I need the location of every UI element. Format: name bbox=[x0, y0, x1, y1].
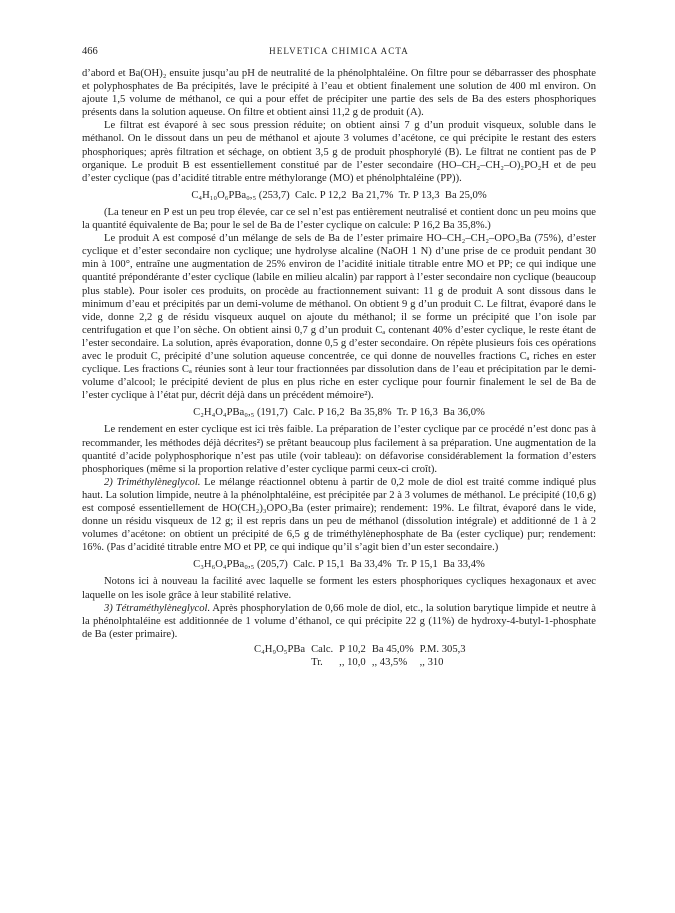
formula-2: C₂H₄O₄PBa₀,₅ (191,7) Calc. P 16,2 Ba 35,8% Tr. P 16,3 Ba 36,0% bbox=[193, 407, 485, 419]
table-cell: Calc. bbox=[311, 643, 334, 655]
paragraph-8-text: Après phosphorylation de 0,66 mole de diol, etc., la solution barytique limpide et neutre à la phénolphtaléine est additionnée de 1 volume d’éthanol, ce qui précipite 22 g (11%) de hydroxy-4-butyl-1-phosphate de Ba (ester primaire). bbox=[82, 602, 596, 640]
table-row bbox=[254, 643, 472, 656]
paragraph-5: Le rendement en ester cyclique est ici très faible. La préparation de l’ester cyclique par ce procédé n’est donc pas à recommander, les méthodes déjà décrites²) se prêtant beaucoup plus facilement à sa préparation. Une augmentation de la quantité d’acide polyphosphorique n’est pas utile (voir tableau): on défavorise considérablement la formation d’esters phosphoriques (même si la proportion relative d’ester cyclique parmi ceux-ci croît). bbox=[82, 424, 596, 475]
paragraph-6-text: Le mélange réactionnel obtenu à partir de 0,2 mole de diol est traité comme indiqué plus haut. La solution limpide, neutre à la phénolphtaléine, est précipitée par 2 à 3 volumes de méthanol. Le précipité (10,6 g) est composé essentiellement de HO(CH₂)₃OPO₃Ba (ester primaire); rendement: 19%. Le filtrat, évaporé dans le vide, donne un résidu visqueux de 12 g; il est repris dans un peu de méthanol (dissolution intégrale) et additionné de 1 à 2 volumes d’acétone: on obtient un précipité de 6,5 g de triméthylènephosphate de Ba (ester cyclique) pur; rendement: 16%. (Pas d’acidité titrable entre MO et PP, ce qui indique qu’il s’agit bien d’un ester secondaire.) bbox=[82, 476, 596, 554]
formula-1: C₄H₁₀O₆PBa₀,₅ (253,7) Calc. P 12,2 Ba 21,7% Tr. P 13,3 Ba 25,0% bbox=[191, 189, 487, 201]
journal-title: HELVETICA CHIMICA ACTA bbox=[269, 46, 409, 56]
page-number: 466 bbox=[82, 46, 98, 57]
table-cell: Tr. bbox=[311, 656, 323, 668]
formula-3: C₃H₆O₄PBa₀,₅ (205,7) Calc. P 15,1 Ba 33,4% Tr. P 15,1 Ba 33,4% bbox=[193, 559, 485, 571]
table-cell: P 10,2 bbox=[339, 643, 366, 655]
section-heading-2: 2) Triméthylèneglycol. bbox=[104, 476, 201, 488]
paragraph-8 bbox=[82, 602, 596, 641]
paragraph-3: (La teneur en P est un peu trop élevée, car ce sel n’est pas entièrement neutralisé et contient donc un peu moins que la quantité équivalente de Ba; pour le sel de Ba de l’ester cyclique on calcule: P 16,2 Ba 35,8%.) bbox=[82, 206, 596, 232]
running-header bbox=[82, 45, 596, 59]
paragraph-1: d’abord et Ba(OH)₂ ensuite jusqu’au pH de neutralité de la phénolphtaléine. On filtre pour se débarrasser des phosphate et polyphosphates de Ba précipités, lave le précipité à l’eau et obtient finalement une solution de 400 ml environ. On ajoute 1,5 volume de méthanol, ce qui a pour effet de précipiter une partie des sels de Ba des esters phosphoriques présents dans la solution aqueuse. On filtre et obtient ainsi 11,2 g de produit (A). bbox=[82, 68, 596, 119]
table-cell: ,, 310 bbox=[419, 656, 444, 668]
paragraph-7: Notons ici à nouveau la facilité avec laquelle se forment les esters phosphoriques cycliques hexagonaux et avec laquelle on les isole grâce à leur stabilité relative. bbox=[82, 576, 596, 601]
table-cell bbox=[254, 656, 311, 669]
paragraph-2: Le filtrat est évaporé à sec sous pression réduite; on obtient ainsi 7 g d’un produit visqueux, soluble dans le méthanol. On le dissout dans un peu de méthanol et ajoute 3 volumes d’acétone, ce qui précipite le restant des esters phosphoriques; après filtration et séchage, on obtient 3,5 g de produit phosphorylé (B). Le filtrat ne contient pas de P organique. Le produit B est essentiellement constitué par de l’ester secondaire (HO–CH₂–CH₂–O)₂PO₂H et de peu d’ester cyclique (pas d’acidité titrable entre méthylorange (MO) et phénolphtaléine (PP)). bbox=[82, 120, 596, 184]
analysis-table bbox=[254, 643, 472, 669]
paragraph-6 bbox=[82, 476, 596, 555]
paragraph-4: Le produit A est composé d’un mélange de sels de Ba de l’ester primaire HO–CH₂–CH₂–OPO₃Ba (75%), d’ester cyclique et d’ester secondaire non cyclique; une hydrolyse alcaline (NaOH 1 N) d’une prise de ce produit pendant 30 min à 100°, entraîne une augmentation de 25% environ de l’acidité initiale titrable entre MO et PP; ce qui indique une quantité prépondérante d’ester cyclique (labile en milieu alcalin) par rapport à l’ester secondaire non cyclique (beaucoup plus stable). Pour isoler ces produits, on procède au fractionnement suivant: 11 g de produit A sont dissous dans le minimum d’eau et précipités par un demi-volume de méthanol. On obtient 9 g d’un produit C. Le filtrat, évaporé dans le vide, donne 2,2 g de résidu visqueux auquel on ajoute du méthanol; il se forme un précipité que l’on isole par centrifugation et que l’on sèche. On obtient ainsi 0,7 g d’un produit Cₐ contenant 40% d’ester cyclique, le reste étant de l’ester secondaire. La solution, après évaporation, donne 0,5 g d’ester secondaire. On répète plusieurs fois ces opérations avec le produit C, précipité d’une solution aqueuse concentrée, ce qui donne de nouvelles fractions Cₐ riches en ester cyclique. Les fractions Cₐ réunies sont à leur tour fractionnées par dissolution dans de l’eau et précipitation par le demi-volume d’alcool; le précipité devient de plus en plus riche en ester cyclique pour fournir finalement le sel de Ba de l’ester cyclique à l’état pur, décrit déjà dans un précédent mémoire²). bbox=[82, 233, 596, 402]
section-heading-3: 3) Tétraméthylèneglycol. bbox=[104, 602, 211, 614]
table-row bbox=[254, 656, 472, 669]
table-cell: ,, 10,0 bbox=[339, 656, 366, 668]
article-body bbox=[82, 67, 596, 669]
table-cell: Ba 45,0% bbox=[371, 643, 414, 655]
table-cell: C₄H₉O₅PBa bbox=[254, 643, 306, 655]
table-cell: ,, 43,5% bbox=[371, 656, 408, 668]
table-cell: P.M. 305,3 bbox=[419, 643, 466, 655]
